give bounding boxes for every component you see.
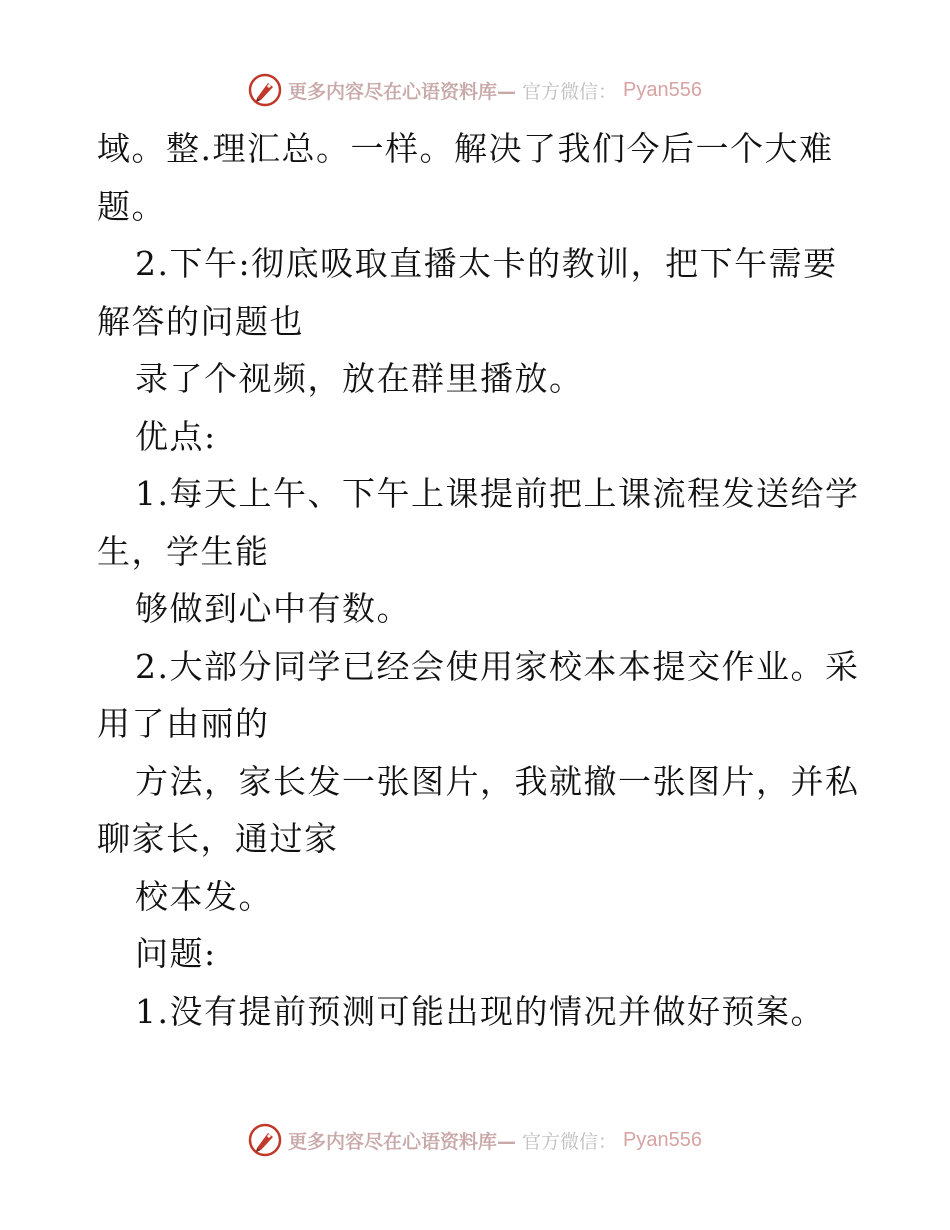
- footer-wechat-id: Pyan556: [623, 1128, 702, 1151]
- body-line: 校本发。: [135, 876, 273, 916]
- pen-nib-logo-icon: [248, 1123, 282, 1157]
- header-banner: [0, 70, 950, 110]
- body-line: 聊家长，通过家: [97, 819, 339, 858]
- body-line: 生，学生能: [97, 531, 270, 571]
- header-banner-text: 更多内容尽在心语资料库—: [288, 80, 517, 103]
- body-line: 域。整.理汇总。一样。解决了我们今后一个大难: [97, 129, 834, 168]
- section-heading-advantages: 优点:: [135, 416, 217, 456]
- header-wechat-id: Pyan556: [623, 78, 702, 101]
- footer-banner: [0, 1120, 950, 1160]
- pen-nib-logo-icon: [248, 73, 282, 107]
- footer-banner-text: 更多内容尽在心语资料库—: [288, 1130, 517, 1153]
- document-body: [97, 120, 867, 1040]
- body-line: 录了个视频，放在群里播放。: [135, 359, 584, 398]
- body-line: 够做到心中有数。: [135, 589, 411, 628]
- body-line: 2.大部分同学已经会使用家校本本提交作业。采: [135, 646, 860, 686]
- body-line: 用了由丽的: [97, 704, 270, 743]
- header-wechat-label: 官方微信：: [522, 80, 618, 103]
- body-line: 1.每天上午、下午上课提前把上课流程发送给学: [135, 474, 860, 513]
- section-heading-problems: 问题:: [135, 934, 217, 973]
- body-line: 2.下午:彻底吸取直播太卡的教训，把下午需要: [135, 244, 838, 283]
- body-line: 1.没有提前预测可能出现的情况并做好预案。: [135, 991, 825, 1031]
- footer-wechat-label: 官方微信：: [522, 1130, 618, 1153]
- body-line: 解答的问题也: [97, 301, 304, 341]
- body-line: 方法，家长发一张图片，我就撤一张图片，并私: [135, 761, 860, 801]
- body-line: 题。: [97, 186, 166, 226]
